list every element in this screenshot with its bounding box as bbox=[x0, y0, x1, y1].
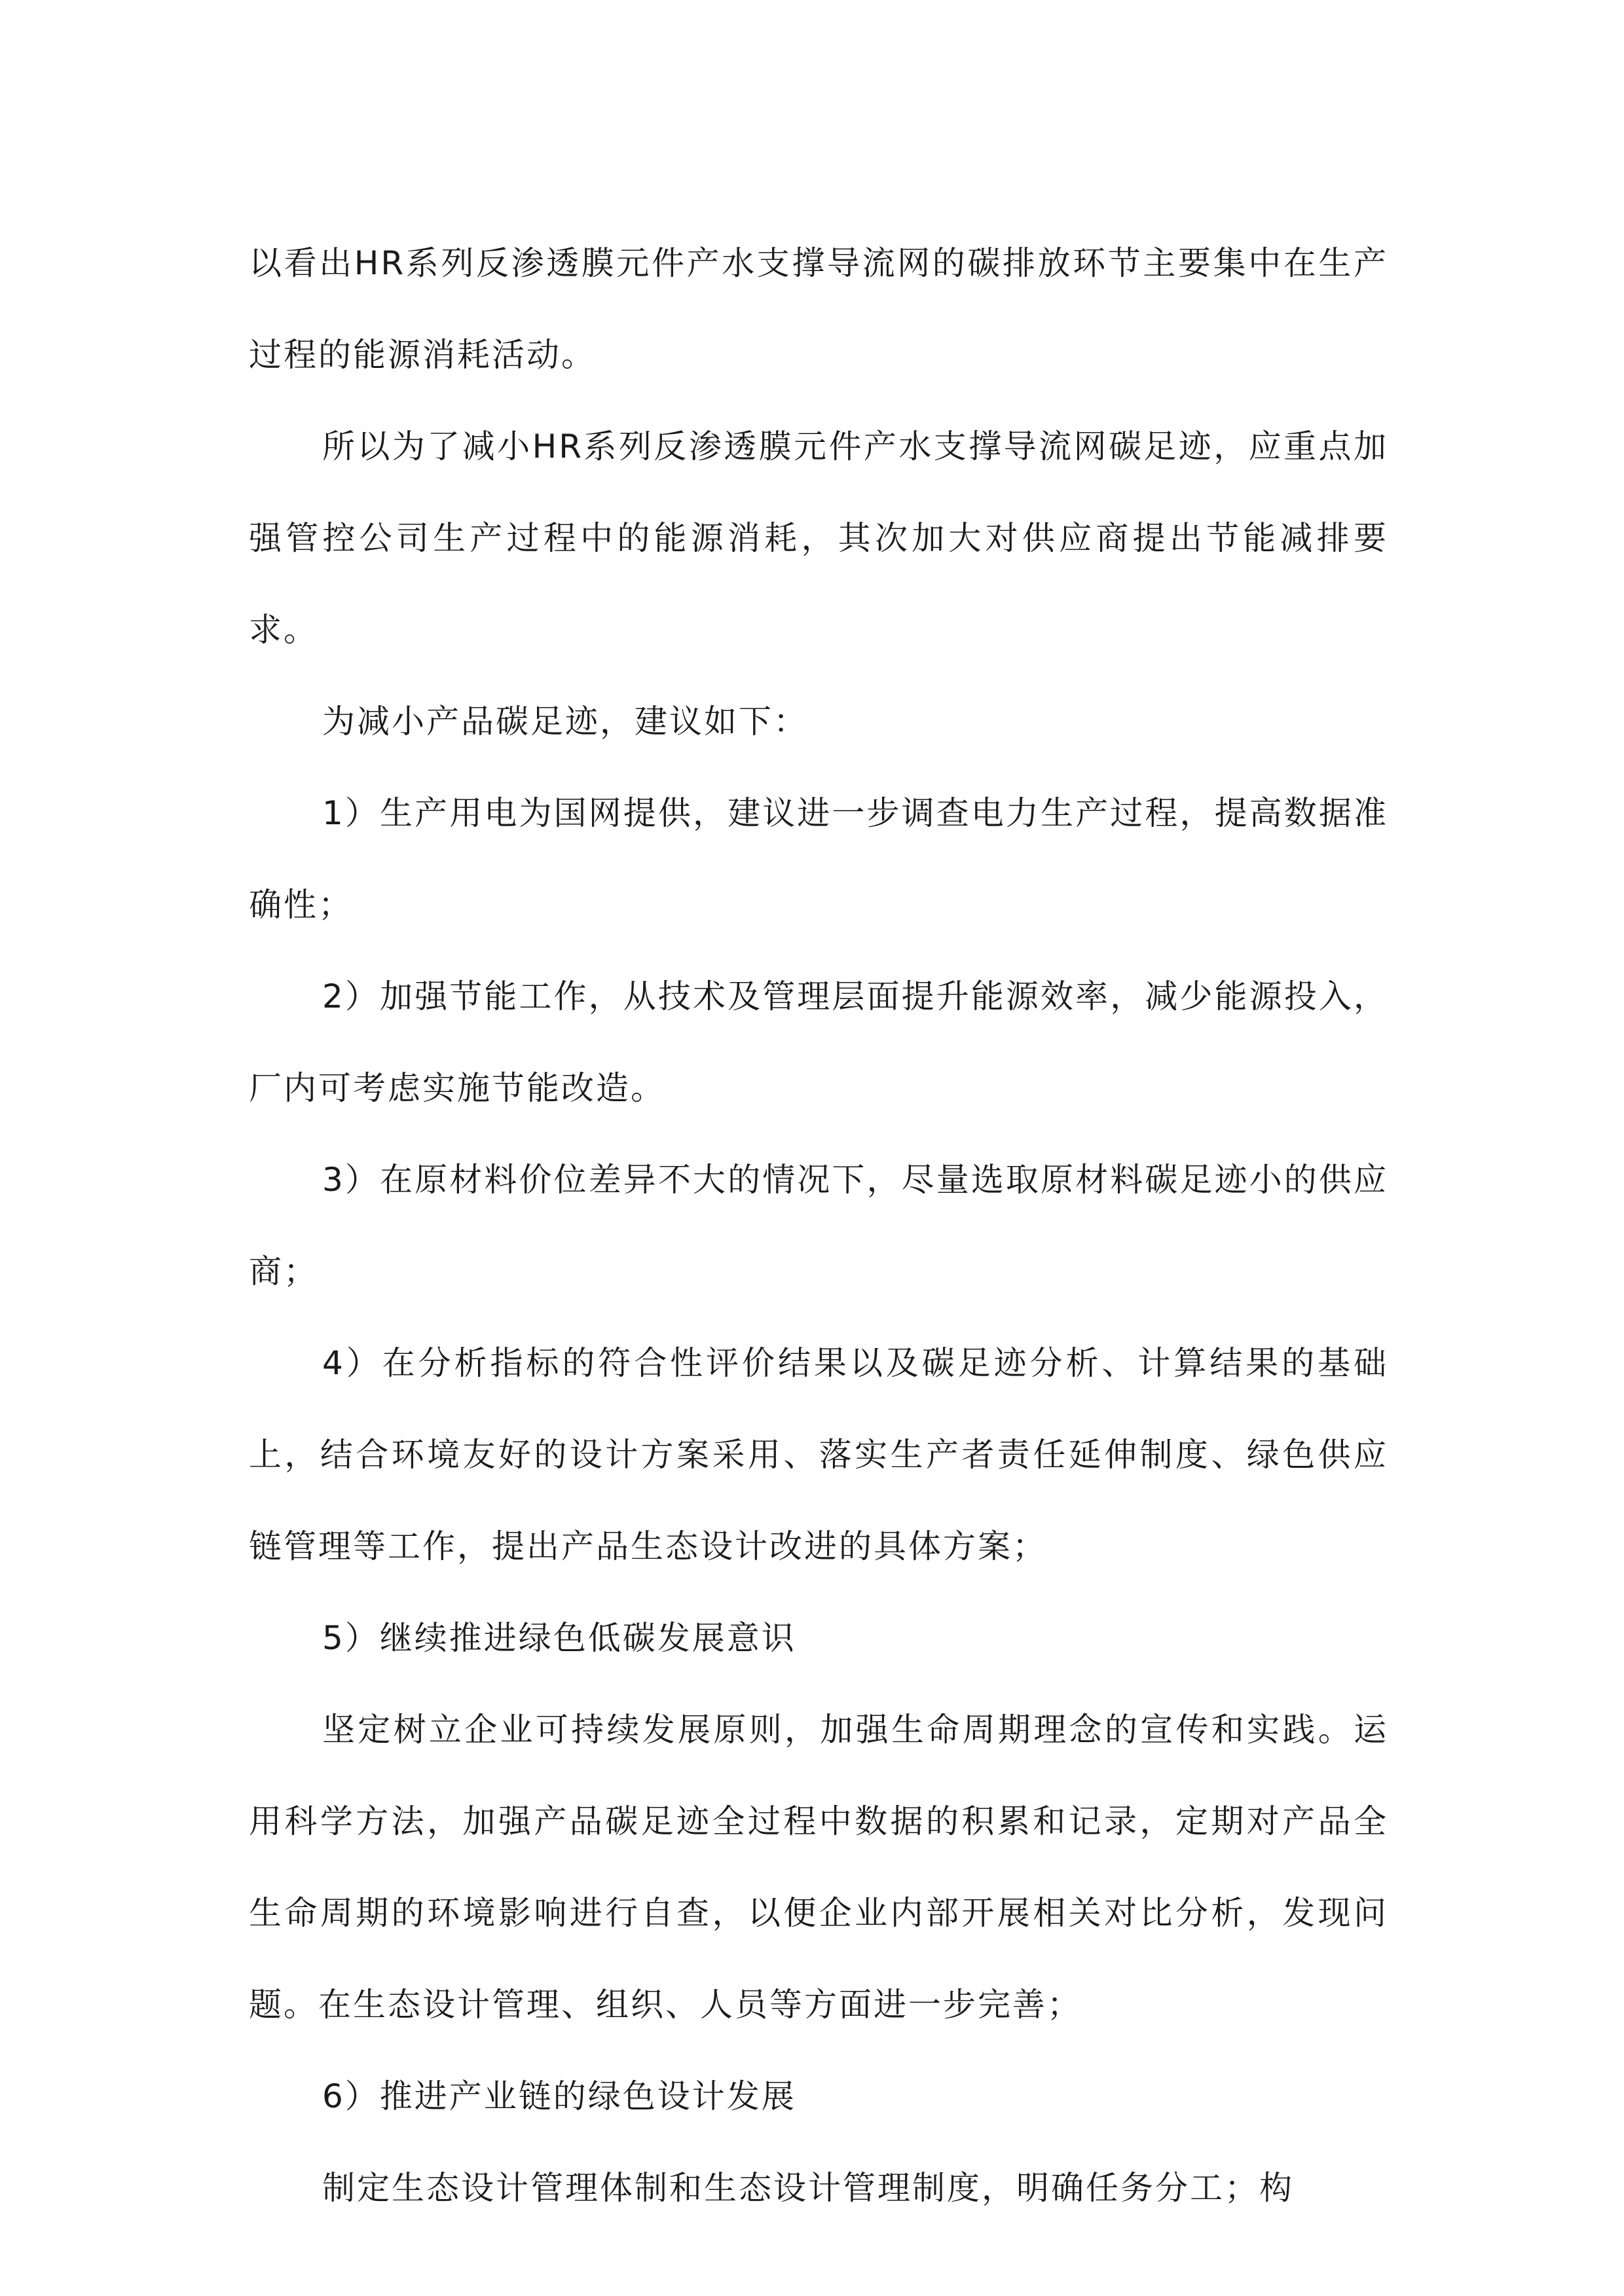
paragraph-10: 6）推进产业链的绿色设计发展 bbox=[322, 2077, 796, 2115]
paragraph-9: 坚定树立企业可持续发展原则，加强生命周期理念的宣传和实践。运用科学方法，加强产品碳足迹全过程中数据的积累和记录，定期对产品全生命周期的环境影响进行自查，以便企业内部开展相关对比分析，发现问题。在生态设计管理、组织、人员等方面进一步完善； bbox=[249, 1711, 1388, 2024]
paragraph-4: 1）生产用电为国网提供，建议进一步调查电力生产过程，提高数据准确性； bbox=[249, 794, 1388, 924]
paragraph-8: 5）继续推进绿色低碳发展意识 bbox=[322, 1619, 796, 1657]
document-body bbox=[249, 217, 1388, 2234]
paragraph-11: 制定生态设计管理体制和生态设计管理制度，明确任务分工；构 bbox=[322, 2169, 1294, 2207]
paragraph-6: 3）在原材料价位差异不大的情况下，尽量选取原材料碳足迹小的供应商； bbox=[249, 1161, 1388, 1290]
paragraph-1: 以看出HR系列反渗透膜元件产水支撑导流网的碳排放环节主要集中在生产过程的能源消耗活动。 bbox=[249, 244, 1388, 374]
paragraph-3: 为减小产品碳足迹，建议如下： bbox=[322, 702, 808, 740]
paragraph-5: 2）加强节能工作，从技术及管理层面提升能源效率，减少能源投入，厂内可考虑实施节能改造。 bbox=[249, 977, 1388, 1107]
paragraph-7: 4）在分析指标的符合性评价结果以及碳足迹分析、计算结果的基础上，结合环境友好的设计方案采用、落实生产者责任延伸制度、绿色供应链管理等工作，提出产品生态设计改进的具体方案； bbox=[249, 1344, 1388, 1565]
paragraph-2: 所以为了减小HR系列反渗透膜元件产水支撑导流网碳足迹，应重点加强管控公司生产过程中的能源消耗，其次加大对供应商提出节能减排要求。 bbox=[249, 428, 1388, 649]
